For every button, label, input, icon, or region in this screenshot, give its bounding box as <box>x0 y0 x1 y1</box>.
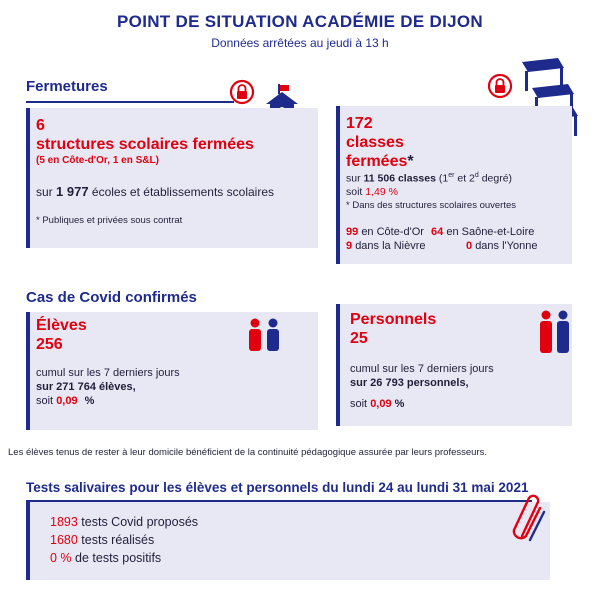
tests-positive-label: de tests positifs <box>75 551 162 565</box>
section-heading-tests: Tests salivaires pour les élèves et personnels du lundi 24 au lundi 31 mai 2021 <box>26 480 529 495</box>
classes-total: 11 506 classes <box>363 172 436 185</box>
classes-label-2: fermées <box>346 153 408 170</box>
eleves-count: 256 <box>36 336 63 353</box>
soit-prefix: soit <box>350 398 368 410</box>
personnels-cumul: cumul sur les 7 derniers jours <box>350 363 494 375</box>
tests-done-count: 1680 <box>50 533 78 547</box>
dept-line-1 <box>346 226 534 238</box>
classes-label-1: classes <box>346 134 404 151</box>
eleves-percent-line <box>36 394 94 408</box>
tests-proposed-label: tests Covid proposés <box>81 515 199 529</box>
degree-text: et 2 <box>457 172 475 185</box>
dept-count: 0 <box>466 240 473 252</box>
sup-d: d <box>474 172 479 179</box>
classes-panel <box>336 106 572 264</box>
section-rule <box>26 101 234 103</box>
structures-label: structures scolaires fermées <box>36 136 254 153</box>
tests-line-1 <box>50 515 198 529</box>
tests-line-2 <box>50 533 154 547</box>
dept-name: dans l'Yonne <box>475 240 538 252</box>
panel-accent <box>26 312 30 430</box>
page-title: POINT DE SITUATION ACADÉMIE DE DIJON <box>117 12 483 31</box>
sur-suffix: écoles et établissements scolaires <box>91 185 274 199</box>
continuity-note: Les élèves tenus de rester à leur domicile bénéficient de la continuité pédagogique assurée par leurs professeurs. <box>8 447 487 458</box>
sup-er: er <box>448 172 455 179</box>
tests-panel <box>26 502 550 580</box>
panel-accent <box>336 304 340 426</box>
percent-sign: % <box>394 398 405 410</box>
percent-sign: % <box>84 395 95 407</box>
dept-count: 99 <box>346 226 359 238</box>
personnels-percent: 0,09 <box>370 398 392 410</box>
degree-text: degré) <box>481 172 513 185</box>
page-subtitle: Données arrêtées au jeudi à 13 h <box>211 36 389 50</box>
structures-detail: (5 en Côte-d'Or, 1 en S&L) <box>36 155 159 166</box>
dept-name: en Côte-d'Or <box>361 226 424 238</box>
tests-positive-rate: 0 % <box>50 551 72 565</box>
tests-done-label: tests réalisés <box>81 533 155 547</box>
personnels-label: Personnels <box>350 311 437 328</box>
people-icon <box>244 318 284 352</box>
personnels-count: 25 <box>350 330 368 347</box>
panel-accent <box>336 106 340 264</box>
personnels-percent-line <box>350 397 404 411</box>
panel-accent <box>26 502 30 580</box>
classes-total-line <box>346 172 512 185</box>
dept-name: dans la Nièvre <box>355 240 426 252</box>
eleves-total: sur 271 764 élèves, <box>36 381 136 393</box>
tests-line-3 <box>50 551 161 565</box>
dept-name: en Saône-et-Loire <box>446 226 535 238</box>
structures-total-line <box>36 184 274 199</box>
structures-total: 1 977 <box>56 184 89 199</box>
dept-line-2b <box>466 240 537 252</box>
panel-accent <box>26 108 30 248</box>
soit-prefix: soit <box>346 186 363 198</box>
eleves-cumul: cumul sur les 7 derniers jours <box>36 367 180 379</box>
structures-panel <box>26 108 318 248</box>
classes-label-2-line <box>346 152 414 171</box>
degree-text: (1 <box>438 172 449 185</box>
people-icon <box>536 310 572 354</box>
sur-prefix: sur <box>346 172 361 185</box>
eleves-panel <box>26 312 318 430</box>
eleves-label: Élèves <box>36 317 87 334</box>
personnels-panel <box>336 304 572 426</box>
personnels-total: sur 26 793 personnels, <box>350 377 469 389</box>
section-heading-fermetures: Fermetures <box>26 78 108 95</box>
structures-count: 6 <box>36 117 45 134</box>
dept-line-2 <box>346 240 426 252</box>
structures-footnote: * Publiques et privées sous contrat <box>36 215 183 226</box>
dept-count: 9 <box>346 240 353 252</box>
eleves-percent: 0,09 <box>56 395 78 407</box>
classes-percent-line <box>346 186 398 198</box>
sur-prefix: sur <box>36 185 53 199</box>
tests-proposed-count: 1893 <box>50 515 78 529</box>
soit-prefix: soit <box>36 395 54 407</box>
classes-footnote: * Dans des structures scolaires ouvertes <box>346 200 517 211</box>
dept-count: 64 <box>431 226 444 238</box>
classes-asterisk: * <box>407 153 414 170</box>
classes-count: 172 <box>346 115 373 132</box>
section-heading-covid: Cas de Covid confirmés <box>26 289 197 306</box>
classes-percent: 1,49 % <box>365 186 398 198</box>
paperclip-icon <box>508 492 548 544</box>
